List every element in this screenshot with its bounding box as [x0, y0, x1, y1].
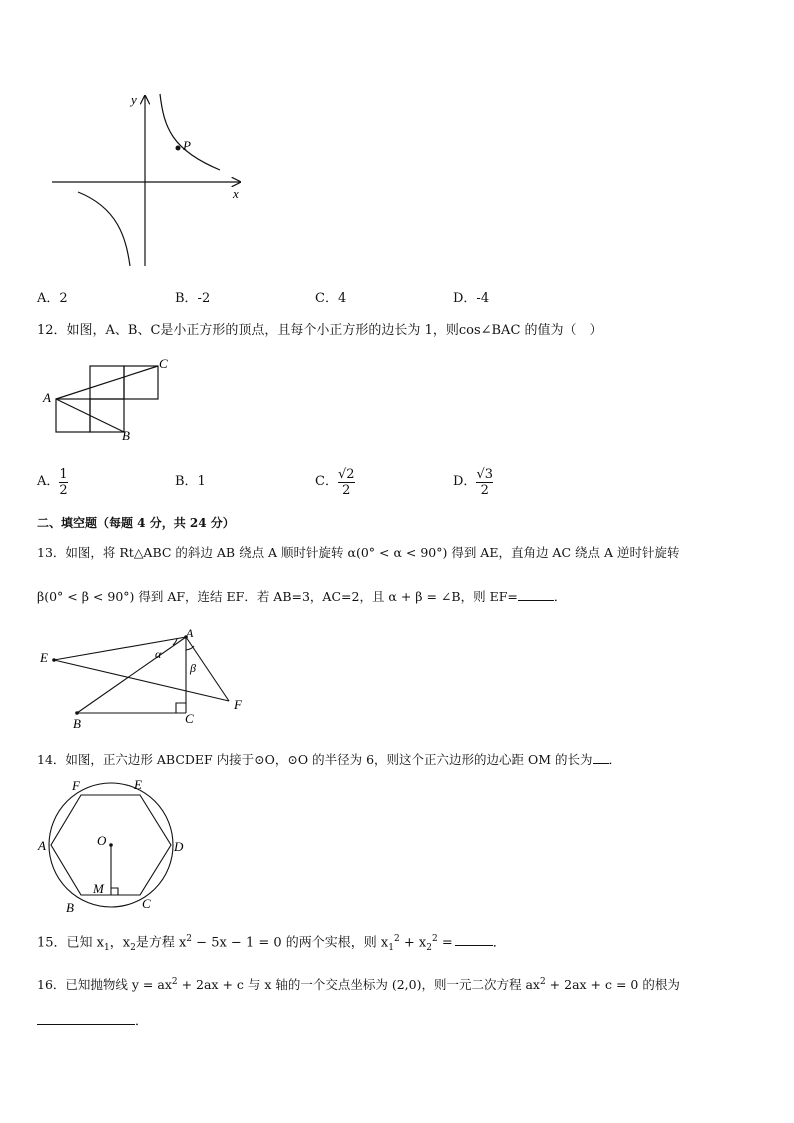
q15-sub1: 1 [104, 942, 110, 953]
q14-text: 14．如图，正六边形 ABCDEF 内接于⊙O，⊙O 的半径为 6，则这个正六边形的边心距 OM 的长为 [37, 752, 593, 767]
q12-option-c-den: 2 [342, 482, 351, 498]
q11-option-a[interactable]: A．2 [37, 291, 68, 306]
q12-option-b[interactable]: B．1 [175, 474, 206, 489]
q14-question [37, 749, 621, 769]
fig14-label-c: C [142, 896, 151, 911]
q11-option-d[interactable]: D．-4 [453, 291, 490, 306]
q11-option-b[interactable]: B．-2 [175, 291, 211, 306]
y-axis-label: y [131, 92, 137, 107]
fig14-label-e: E [134, 777, 142, 792]
fig14-label-a: A [38, 838, 46, 853]
fig13-label-alpha: α [155, 647, 162, 661]
q12-question-text: 12．如图，A、B、C是小正方形的顶点，且每个小正方形的边长为 1，则cos∠BAC 的值为（ ） [37, 323, 603, 338]
q13-triangle-figure [36, 625, 256, 730]
hyperbola-branch-q1 [160, 94, 220, 170]
fig13-label-e: E [40, 650, 48, 665]
fig12-label-a: A [43, 390, 51, 405]
fig14-label-m: M [93, 881, 104, 896]
q15-sup-eq: 2 [186, 934, 193, 944]
q12-option-d-den: 2 [480, 482, 489, 498]
q12-option-a-fraction [59, 467, 67, 498]
q13-line-2 [37, 586, 566, 606]
q15-r-sub2: 2 [426, 942, 432, 953]
q15-eq: = [437, 935, 453, 951]
q12-option-c-prefix: C． [315, 474, 338, 489]
q12-option-a-prefix: A． [37, 474, 60, 489]
q15-sub2: 2 [130, 942, 136, 953]
hyperbola-branch-q3 [78, 192, 130, 266]
q14-end: ． [608, 752, 622, 767]
q12-option-d[interactable] [453, 462, 493, 502]
fig12-label-b: B [122, 428, 130, 443]
q15-question [37, 930, 506, 957]
q13-answer-blank[interactable] [518, 586, 554, 601]
q16-answer-blank[interactable] [37, 1010, 135, 1025]
fig14-label-b: B [66, 900, 74, 915]
q12-option-d-num: √3 [476, 466, 493, 482]
q15-prefix: 15．已知 x [37, 935, 105, 951]
fig14-label-f: F [72, 778, 80, 793]
q16-mid: + 2ax + c 与 x 轴的一个交点坐标为 (2,0)，则一元二次方程 ax [177, 977, 540, 993]
q11-hyperbola-graph [40, 88, 260, 270]
fig13-label-a: A [186, 626, 194, 640]
q11-option-c[interactable]: C．4 [315, 291, 347, 306]
q14-answer-blank[interactable] [593, 749, 609, 764]
fig12-label-c: C [159, 356, 168, 371]
q16-answer-line [37, 1010, 148, 1031]
q15-answer-blank[interactable] [455, 931, 493, 946]
q12-option-a[interactable] [37, 462, 68, 502]
point-p [176, 146, 181, 151]
q12-option-d-prefix: D． [453, 474, 477, 489]
q16-question [37, 973, 680, 994]
point-p-label: P [183, 138, 191, 153]
q13-line-2-text: β(0° < β < 90°) 得到 AF，连结 EF．若 AB=3，AC=2，且 α + β = ∠B，则 EF= [37, 589, 518, 604]
fig14-label-o: O [97, 833, 107, 848]
fig14-label-d: D [174, 839, 184, 854]
q15-end: ． [492, 935, 506, 951]
q15-mid1: ，x [109, 935, 131, 951]
section-2-heading: 二、填空题（每题 4 分，共 24 分） [37, 516, 235, 530]
q15-plus: + x [399, 935, 427, 951]
q13-line-2-end: ． [553, 589, 567, 604]
q12-option-d-fraction [476, 467, 493, 498]
q15-r-sup1: 2 [393, 934, 400, 944]
q16-rest: + 2ax + c = 0 的根为 [545, 977, 680, 993]
q12-option-c[interactable] [315, 462, 355, 502]
fig13-label-f: F [234, 697, 242, 712]
fig13-label-b: B [73, 716, 81, 730]
q12-option-c-num: √2 [337, 466, 355, 482]
q16-prefix: 16．已知抛物线 y = ax [37, 977, 172, 993]
x-axis-label: x [233, 186, 239, 201]
q16-end: ． [135, 1014, 149, 1029]
q15-r-sup2: 2 [431, 934, 438, 944]
q12-option-a-num: 1 [59, 466, 68, 482]
q12-grid-figure [38, 355, 178, 445]
q15-eq-rest: − 5x − 1 = 0 的两个实根，则 x [192, 935, 389, 951]
q15-r-sub1: 1 [388, 942, 394, 953]
q16-sup1: 2 [171, 977, 178, 987]
fig13-label-c: C [185, 711, 194, 726]
q12-option-c-fraction [338, 467, 355, 498]
q16-sup2: 2 [539, 977, 546, 987]
q15-mid2: 是方程 x [135, 935, 187, 951]
fig13-label-beta: β [190, 661, 196, 675]
q13-line-1: 13．如图，将 Rt△ABC 的斜边 AB 绕点 A 顺时针旋转 α(0° < α < 90°) 得到 AE，直角边 AC 绕点 A 逆时针旋转 [37, 545, 680, 560]
q12-option-a-den: 2 [59, 482, 68, 498]
q14-hexagon-figure [34, 775, 194, 917]
